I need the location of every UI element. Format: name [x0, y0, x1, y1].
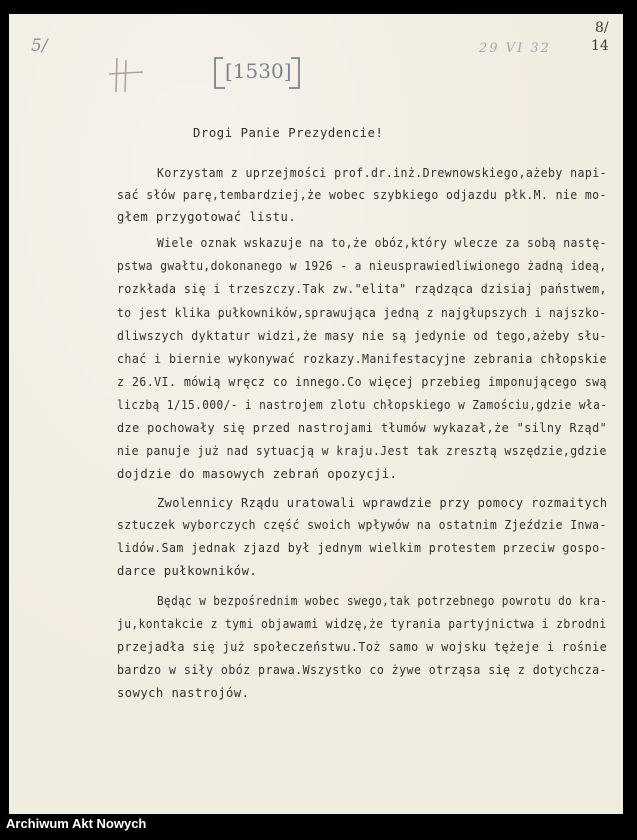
- letter-body: [9, 14, 623, 814]
- body-line: głem przygotować listu.: [117, 210, 297, 224]
- body-line: ju,kontakcie z tymi objawami widzę,że tyrania partyjnictwa i zbrodni: [117, 617, 607, 631]
- body-line: z 26.VI. mówią wręcz co innego.Co więcej przebieg imponującego swą: [117, 375, 607, 389]
- body-line: sać słów parę,tembardziej,że wobec szybkiego odjazdu płk.M. nie mo-: [117, 188, 607, 202]
- body-line: lidów.Sam jednak zjazd był jednym wielkim protestem przeciw gospo-: [117, 541, 607, 555]
- body-line: przejadła się już społeczeństwu.Toż samo w wojsku tężeje i rośnie: [117, 640, 608, 654]
- body-line: rozkłada się i trzeszczy.Tak zw."elita" rządząca dzisiaj państwem,: [117, 282, 607, 296]
- date-annotation: 29 VI 32: [479, 41, 551, 56]
- body-line: pstwa gwałtu,dokonanego w 1926 - a nieusprawiedliwionego żadną ideą,: [117, 259, 607, 273]
- body-line: liczbą 1/15.000/- i nastrojem zlotu chłopskiego w Zamościu,gdzie wła-: [117, 398, 608, 412]
- body-line: Korzystam z uprzejmości prof.dr.inż.Drewnowskiego,ażeby napi-: [157, 166, 608, 180]
- body-line: dojdzie do masowych zebrań opozycji.: [117, 467, 398, 481]
- body-line: dze pochowały się przed nastrojami tłumów wykazał,że "silny Rząd": [117, 421, 608, 435]
- archive-watermark: Archiwum Akt Nowych: [6, 816, 147, 831]
- body-line: Zwolennicy Rządu uratowali wprawdzie przy pomocy rozmaitych: [157, 496, 608, 510]
- page-number-bottom: 14: [591, 38, 609, 54]
- body-line: sowych nastrojów.: [117, 686, 250, 700]
- body-line: nie panuje już nad sytuacją w kraju.Jest tak zresztą wszędzie,gdzie: [117, 444, 607, 458]
- catalog-number-text: [1530]: [225, 59, 292, 83]
- body-line: darce pułkowników.: [117, 564, 258, 578]
- body-line: sztuczek wyborczych część swoich wpływów na ostatnim Zjeździe Inwa-: [117, 518, 607, 532]
- page-number-top: 8/: [595, 20, 609, 36]
- handwritten-mark-top-left: 5/: [31, 36, 48, 56]
- body-line: Będąc w bezpośrednim wobec swego,tak potrzebnego powrotu do kra-: [157, 594, 608, 608]
- body-line: bardzo w siły obóz prawa.Wszystko co żywe otrząsa się z dotychcza-: [117, 663, 607, 677]
- body-line: to jest klika pułkowników,sprawująca jedną z najgłupszych i najszko-: [117, 306, 607, 320]
- body-line: dliwszych dyktatur widzi,że masy nie są jedynie od tego,ażeby słu-: [117, 329, 607, 343]
- body-line: Wiele oznak wskazuje na to,że obóz,który wlecze za sobą nastę-: [157, 236, 607, 250]
- body-line: chać i biernie wykonywać rozkazy.Manifestacyjne zebrania chłopskie: [117, 352, 607, 366]
- letter-page: [9, 14, 623, 814]
- letter-salutation: Drogi Panie Prezydencie!: [193, 126, 384, 140]
